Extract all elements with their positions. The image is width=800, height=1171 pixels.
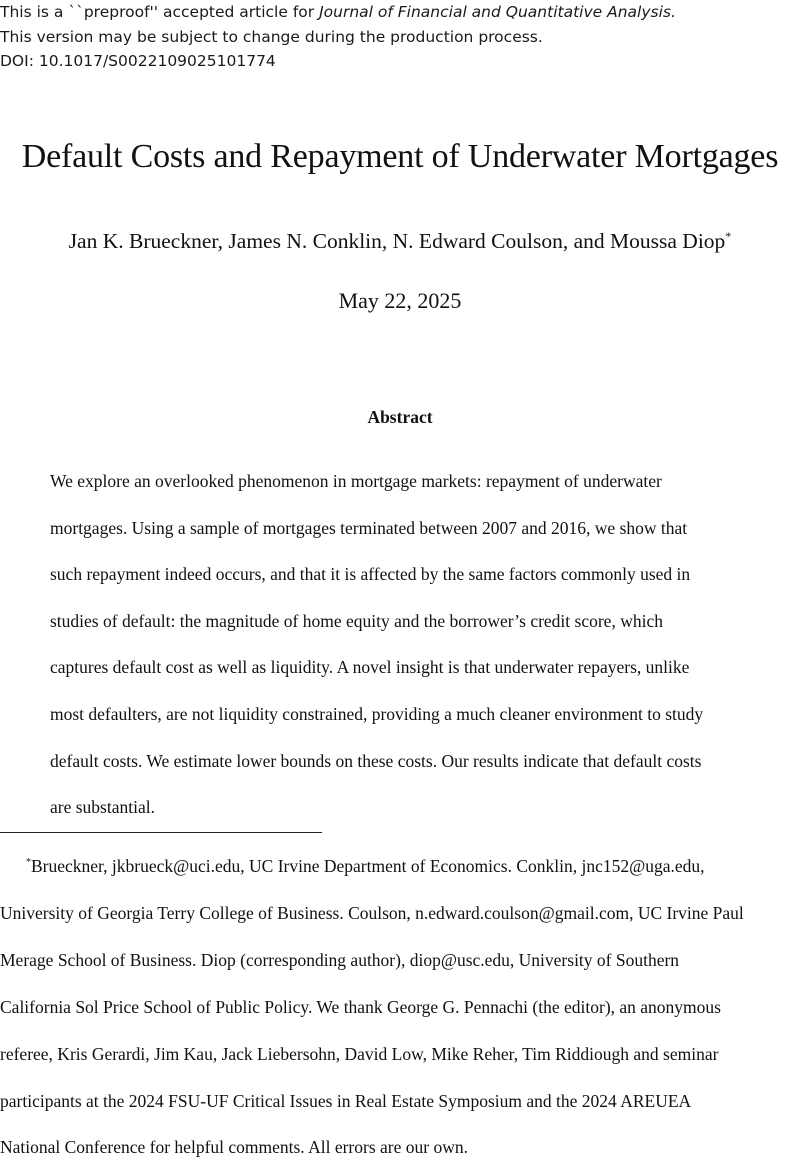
footnote-mark: * bbox=[26, 857, 31, 868]
abstract-line: default costs. We estimate lower bounds on these costs. Our results indicate that default costs bbox=[50, 750, 702, 771]
journal-name: Journal of Financial and Quantitative Analysis. bbox=[319, 3, 676, 21]
footnote-line: California Sol Price School of Public Policy. We thank George G. Pennachi (the editor), an anonymous bbox=[0, 996, 721, 1017]
footnote-line: referee, Kris Gerardi, Jim Kau, Jack Liebersohn, David Low, Mike Reher, Tim Riddiough and seminar bbox=[0, 1043, 719, 1064]
abstract-line: studies of default: the magnitude of home equity and the borrower’s credit score, which bbox=[50, 610, 663, 631]
authors-text: Jan K. Brueckner, James N. Conklin, N. Edward Coulson, and Moussa Diop bbox=[68, 229, 726, 253]
abstract-line: captures default cost as well as liquidity. A novel insight is that underwater repayers, unlike bbox=[50, 657, 690, 678]
footnote-line: Merage School of Business. Diop (corresponding author), diop@usc.edu, University of Southern bbox=[0, 949, 680, 970]
paper-title: Default Costs and Repayment of Underwater Mortgages bbox=[21, 138, 779, 175]
footnote-line: National Conference for helpful comments. All errors are our own. bbox=[0, 1137, 468, 1158]
author-list bbox=[0, 226, 800, 256]
preproof-line-2: This version may be subject to change during the production process. bbox=[0, 27, 543, 46]
footnote-line: University of Georgia Terry College of Business. Coulson, n.edward.coulson@gmail.com, UC Irvine Paul bbox=[0, 902, 744, 923]
author-footnote bbox=[0, 843, 800, 1171]
abstract-line: We explore an overlooked phenomenon in mortgage markets: repayment of underwater bbox=[50, 471, 662, 491]
footnote-line: participants at the 2024 FSU-UF Critical Issues in Real Estate Symposium and the 2024 AREUEA bbox=[0, 1090, 692, 1111]
abstract-heading: Abstract bbox=[367, 407, 433, 427]
author-footnote-mark: * bbox=[725, 229, 732, 243]
doi-line: DOI: 10.1017/S0022109025101774 bbox=[0, 52, 276, 70]
abstract-line: are substantial. bbox=[50, 797, 155, 818]
paper-date: May 22, 2025 bbox=[338, 288, 462, 313]
preproof-line-1 bbox=[0, 0, 800, 25]
footnote-divider bbox=[0, 832, 322, 833]
footnote-line bbox=[0, 843, 800, 890]
abstract-line: such repayment indeed occurs, and that it is affected by the same factors commonly used in bbox=[50, 564, 691, 585]
abstract-line: mortgages. Using a sample of mortgages terminated between 2007 and 2016, we show that bbox=[50, 517, 688, 538]
abstract-body bbox=[50, 458, 750, 831]
footnote-line-text: Brueckner, jkbrueck@uci.edu, UC Irvine Department of Economics. Conklin, jnc152@uga.edu, bbox=[31, 856, 705, 876]
abstract-line: most defaulters, are not liquidity constrained, providing a much cleaner environment to study bbox=[50, 703, 704, 724]
preproof-prefix: This is a ``preproof'' accepted article for bbox=[0, 3, 320, 21]
preproof-notice bbox=[0, 0, 800, 74]
